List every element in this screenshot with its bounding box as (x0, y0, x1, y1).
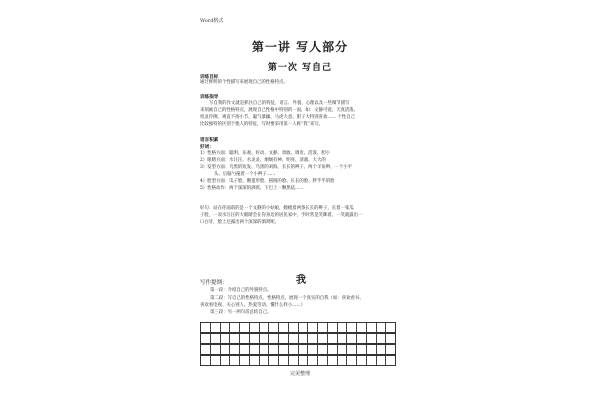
grid-cell[interactable] (289, 323, 299, 332)
grid-cell[interactable] (308, 334, 318, 343)
grid-cell[interactable] (260, 356, 270, 365)
page-subtitle: 第一次 写自己 (267, 63, 333, 73)
grid-cell[interactable] (221, 356, 231, 365)
grid-cell[interactable] (201, 323, 211, 332)
sentence-line: 好句：站在你面前的是一个文静的小姑娘，她梳着两条长长的辫子，长着一张瓜 (200, 206, 354, 211)
grid-cell[interactable] (299, 345, 309, 354)
guide-line: 机灵伶俐、爽直不拘小节、聪气暴躁、马虎大意、胆子大特别喜欢…… 个性自己 (200, 115, 356, 120)
outline-item: 第一段：介绍自己的外貌特点。 (210, 288, 272, 293)
grid-cell[interactable] (250, 356, 260, 365)
grid-cell[interactable] (328, 334, 338, 343)
grid-cell[interactable] (240, 334, 250, 343)
grid-cell[interactable] (221, 334, 231, 343)
grid-cell[interactable] (279, 323, 289, 332)
grid-cell[interactable] (211, 323, 221, 332)
grid-cell[interactable] (328, 356, 338, 365)
grid-cell[interactable] (377, 345, 387, 354)
outline-item: 喜欢看电视、关心别人、热爱劳动、懂什么样小......） (200, 303, 305, 308)
grid-cell[interactable] (338, 345, 348, 354)
grid-cell[interactable] (201, 356, 211, 365)
grid-cell[interactable] (250, 334, 260, 343)
grid-cell[interactable] (230, 356, 240, 365)
grid-cell[interactable] (367, 345, 377, 354)
sentence-line: 子脸，一双水汪汪的大眼睛会在你身边的居民家中，手时常是笑眯着，一笑就露出一 (200, 213, 363, 218)
grid-cell[interactable] (230, 334, 240, 343)
word-item: 2）眼睛方面：水汪汪、水灵灵、炯炯有神、明亮、清澈、大大的 (200, 158, 326, 163)
page-footer: 完美整理 (289, 371, 310, 377)
grid-cell[interactable] (367, 323, 377, 332)
grid-cell[interactable] (221, 323, 231, 332)
page-header: Word格式 (200, 18, 224, 24)
grid-cell[interactable] (308, 323, 318, 332)
grid-cell[interactable] (377, 356, 387, 365)
grid-cell[interactable] (211, 345, 221, 354)
accumulate-heading: 语言积累 (200, 138, 219, 143)
word-item: 1）性格方面：聪明、乐观、好动、文静、勇敢、调皮、活泼、胆小 (200, 151, 331, 156)
grid-cell[interactable] (347, 345, 357, 354)
grid-cell[interactable] (240, 345, 250, 354)
grid-cell[interactable] (367, 334, 377, 343)
grid-cell[interactable] (289, 356, 299, 365)
grid-cell[interactable] (211, 356, 221, 365)
goal-heading: 训练目标 (200, 75, 219, 80)
grid-cell[interactable] (318, 345, 328, 354)
grid-cell[interactable] (347, 356, 357, 365)
grid-cell[interactable] (269, 323, 279, 332)
grid-cell[interactable] (289, 345, 299, 354)
grid-cell[interactable] (347, 334, 357, 343)
grid-cell[interactable] (269, 334, 279, 343)
grid-cell[interactable] (386, 356, 395, 365)
grid-cell[interactable] (260, 345, 270, 354)
sentence-line: 口白牙，脸上还露出两个深深的酒窝呢。 (200, 220, 280, 225)
outline-item: 第二段：写自己的性格特点，性格特点，展现一个真实的自我（如：喜欢看书、 (210, 296, 364, 301)
writing-grid[interactable] (200, 322, 396, 366)
goal-text: 通过鲜明的个性描写来展现自己的性格特点。 (200, 80, 288, 85)
page-title: 第一讲 写人部分 (251, 40, 349, 54)
grid-cell[interactable] (260, 323, 270, 332)
grid-cell[interactable] (260, 334, 270, 343)
word-item: 4）脸型方面：瓜子脸、鹅蛋形脸、圆圆的脸、长长的脸、胖乎乎的脸 (200, 179, 335, 184)
grid-cell[interactable] (338, 323, 348, 332)
outline-label: 写作提纲： (200, 280, 228, 286)
grid-cell[interactable] (318, 334, 328, 343)
word-item: 5）性格动作：两个深深的酒窝、下巴上一颗黑痣…… (200, 186, 304, 191)
grid-cell[interactable] (211, 334, 221, 343)
good-words-label: 好词： (200, 145, 214, 150)
grid-cell[interactable] (289, 334, 299, 343)
word-item: 3）发型方面：乌黑的短发、乌黑的刘海、长长的辫子、两个羊角辫、一个小平 (200, 165, 353, 170)
grid-row (200, 344, 396, 355)
guide-line: 来刻画自己的性格特点，展现自己性格中特别的一面，如：文静可爱、天真活泼、 (200, 108, 359, 113)
grid-cell[interactable] (201, 345, 211, 354)
grid-cell[interactable] (279, 345, 289, 354)
grid-cell[interactable] (240, 356, 250, 365)
grid-cell[interactable] (386, 323, 395, 332)
grid-cell[interactable] (269, 345, 279, 354)
grid-cell[interactable] (230, 345, 240, 354)
grid-cell[interactable] (269, 356, 279, 365)
grid-cell[interactable] (328, 323, 338, 332)
grid-cell[interactable] (386, 334, 395, 343)
grid-cell[interactable] (201, 334, 211, 343)
grid-cell[interactable] (386, 345, 395, 354)
guide-heading: 训练指导 (200, 95, 219, 100)
grid-cell[interactable] (299, 356, 309, 365)
grid-cell[interactable] (279, 356, 289, 365)
outline-title: 我 (296, 275, 306, 286)
grid-cell[interactable] (357, 323, 367, 332)
grid-cell[interactable] (250, 323, 260, 332)
word-item: 头、后脑勺拖着一个小辫子…… (214, 172, 276, 177)
outline-item: 第三段：另一两句话总结自己。 (210, 310, 272, 315)
grid-cell[interactable] (318, 323, 328, 332)
grid-row (200, 355, 396, 366)
grid-cell[interactable] (250, 345, 260, 354)
grid-cell[interactable] (357, 356, 367, 365)
guide-line: 比较独特的区别于他人的特征，写时要采用第一人称“我”来写。 (200, 122, 324, 127)
grid-row (200, 322, 396, 333)
grid-cell[interactable] (221, 345, 231, 354)
grid-cell[interactable] (338, 334, 348, 343)
guide-line: 写自我的作文就是抓住自己的特征，语言、外貌、心理以及一些细节描写 (209, 101, 350, 106)
grid-cell[interactable] (308, 345, 318, 354)
grid-cell[interactable] (377, 334, 387, 343)
grid-cell[interactable] (318, 356, 328, 365)
grid-cell[interactable] (299, 334, 309, 343)
grid-cell[interactable] (308, 356, 318, 365)
grid-cell[interactable] (357, 334, 367, 343)
grid-cell[interactable] (367, 356, 377, 365)
grid-cell[interactable] (338, 356, 348, 365)
grid-row (200, 333, 396, 344)
grid-cell[interactable] (230, 323, 240, 332)
grid-cell[interactable] (377, 323, 387, 332)
grid-cell[interactable] (279, 334, 289, 343)
grid-cell[interactable] (347, 323, 357, 332)
grid-cell[interactable] (299, 323, 309, 332)
grid-cell[interactable] (240, 323, 250, 332)
grid-cell[interactable] (328, 345, 338, 354)
grid-cell[interactable] (357, 345, 367, 354)
